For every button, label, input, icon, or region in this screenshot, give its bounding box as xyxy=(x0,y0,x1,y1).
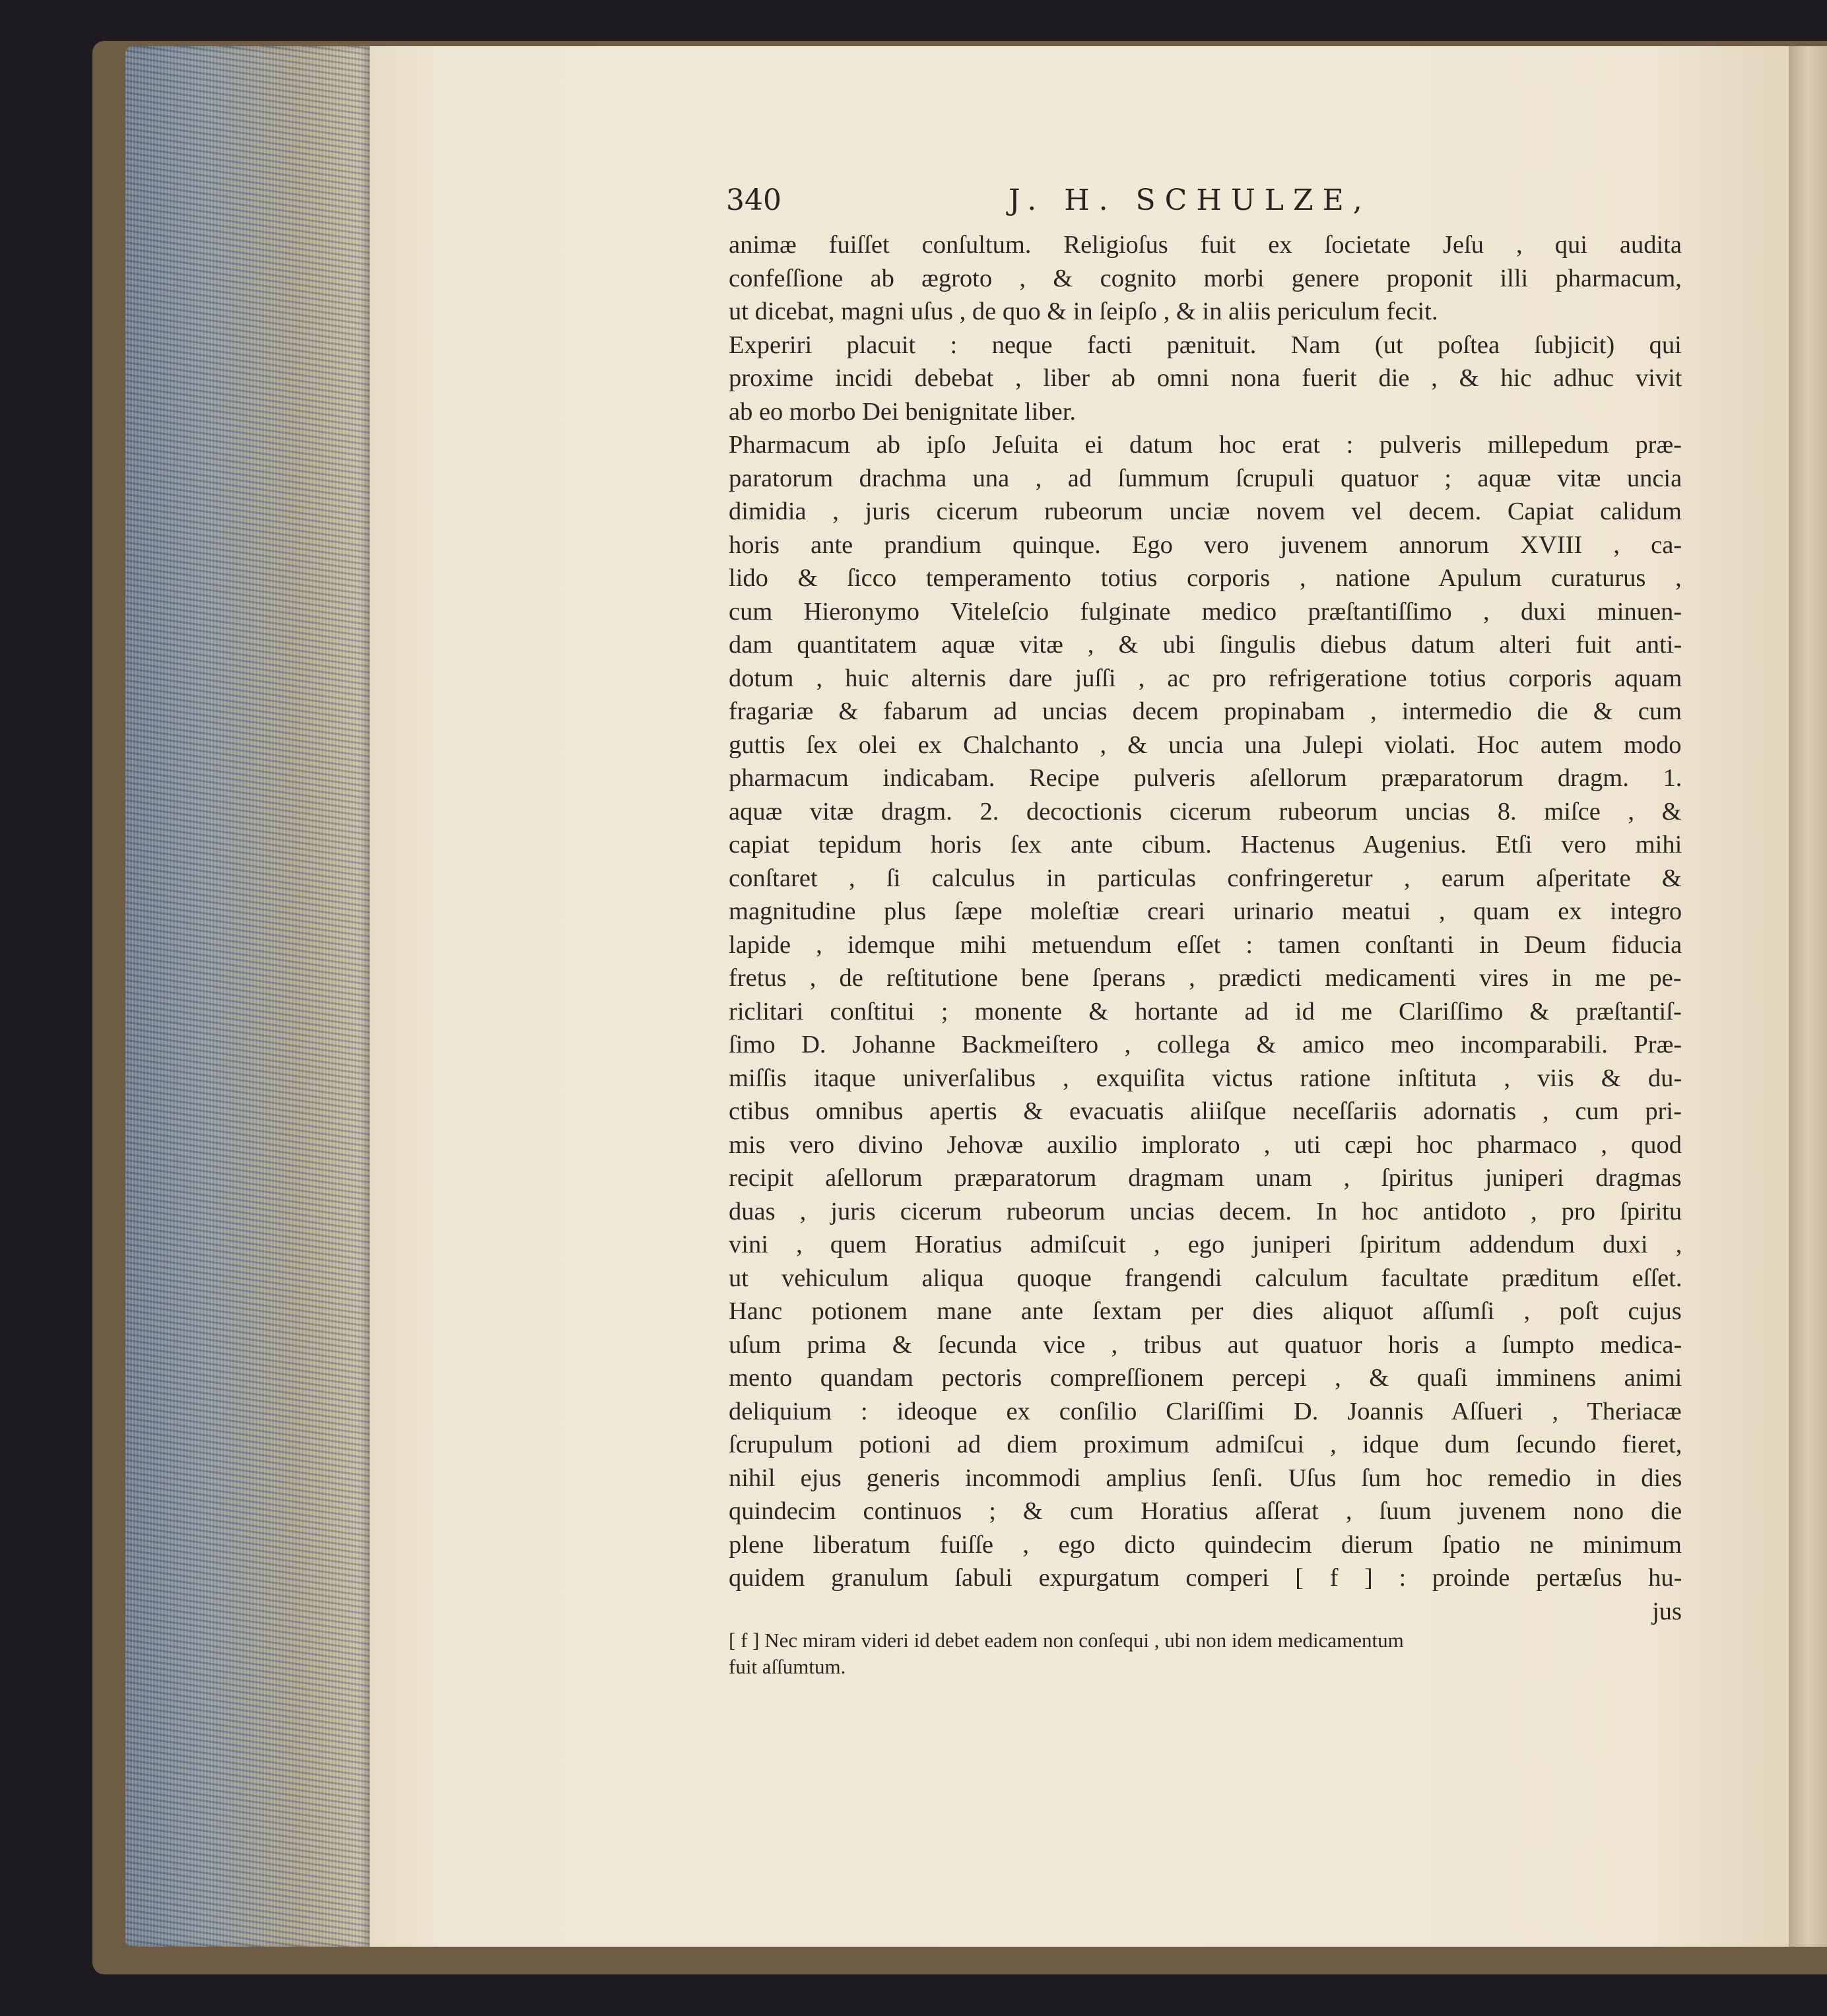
text-line: dotum , huic alternis dare juſſi , ac pro refrigeratione totius corporis aquam xyxy=(729,664,1682,692)
text-line: confeſſione ab ægroto , & cognito morbi genere proponit illi pharmacum, xyxy=(729,264,1682,292)
text-line: deliquium : ideoque ex conſilio Clariſſimi D. Joannis Aſſueri , Theriacæ xyxy=(729,1397,1682,1425)
page-header xyxy=(726,183,1683,223)
text-line: mis vero divino Jehovæ auxilio implorato , uti cæpi hoc pharmaco , quod xyxy=(729,1130,1682,1159)
text-line: nihil ejus generis incommodi amplius ſenſi. Uſus ſum hoc remedio in dies xyxy=(729,1464,1682,1492)
page-edges xyxy=(125,46,370,1947)
text-line: dam quantitatem aquæ vitæ , & ubi ſingulis diebus datum alteri fuit anti- xyxy=(729,631,1682,659)
text-line: quidem granulum ſabuli expurgatum comperi [ f ] : proinde pertæſus hu- xyxy=(729,1564,1682,1592)
text-line: lapide , idemque mihi metuendum eſſet : tamen conſtanti in Deum fiducia xyxy=(729,930,1682,959)
text-line: duas , juris cicerum rubeorum uncias decem. In hoc antidoto , pro ſpiritu xyxy=(729,1197,1682,1225)
text-line: plene liberatum fuiſſe , ego dicto quindecim dierum ſpatio ne minimum xyxy=(729,1530,1682,1559)
text-line: ſcrupulum potioni ad diem proximum admiſcui , idque dum ſecundo fieret, xyxy=(729,1431,1682,1458)
text-line: ut dicebat, magni uſus , de quo & in ſeipſo , & in aliis periculum fecit. xyxy=(729,298,1438,325)
text-line: ab eo morbo Dei benignitate liber. xyxy=(729,397,1077,426)
footnote-line: fuit aſſumtum. xyxy=(729,1655,846,1678)
gutter xyxy=(1789,46,1827,1947)
text-line: cum Hieronymo Viteleſcio fulginate medico præſtantiſſimo , duxi minuen- xyxy=(729,597,1682,626)
text-line: recipit aſellorum præparatorum dragmam unam , ſpiritus juniperi dragmas xyxy=(729,1164,1682,1192)
text-line: uſum prima & ſecunda vice , tribus aut quatuor horis a ſumpto medica- xyxy=(729,1330,1682,1359)
text-line: fretus , de reſtitutione bene ſperans , prædicti medicamenti vires in me pe- xyxy=(729,964,1682,992)
text-line: aquæ vitæ dragm. 2. decoctionis cicerum rubeorum uncias 8. miſce , & xyxy=(729,797,1682,826)
text-line: dimidia , juris cicerum rubeorum unciæ novem vel decem. Capiat calidum xyxy=(729,498,1682,525)
text-line: mento quandam pectoris compreſſionem percepi , & quaſi imminens animi xyxy=(729,1364,1682,1392)
text-line: capiat tepidum horis ſex ante cibum. Hactenus Augenius. Etſi vero mihi xyxy=(729,831,1682,859)
text-line: quindecim continuos ; & cum Horatius aſſerat , ſuum juvenem nono die xyxy=(729,1497,1682,1525)
text-line: vini , quem Horatius admiſcuit , ego juniperi ſpiritum addendum duxi , xyxy=(729,1231,1682,1258)
footnote xyxy=(729,1627,1682,1680)
text-line: guttis ſex olei ex Chalchanto , & uncia una Julepi violati. Hoc autem modo xyxy=(729,731,1682,759)
text-line: paratorum drachma una , ad ſummum ſcrupuli quatuor ; aquæ vitæ uncia xyxy=(729,464,1682,492)
text-line: fragariæ & fabarum ad uncias decem propinabam , intermedio die & cum xyxy=(729,698,1682,725)
body-text xyxy=(729,228,1682,1628)
text-line: Pharmacum ab ipſo Jeſuita ei datum hoc erat : pulveris millepedum præ- xyxy=(729,431,1682,459)
text-line: Hanc potionem mane ante ſextam per dies aliquot aſſumſi , poſt cujus xyxy=(729,1297,1682,1325)
text-line: horis ante prandium quinque. Ego vero juvenem annorum XVIII , ca- xyxy=(729,531,1682,559)
text-line: ctibus omnibus apertis & evacuatis aliiſque neceſſariis adornatis , cum pri- xyxy=(729,1097,1682,1125)
text-line: animæ fuiſſet conſultum. Religioſus fuit ex ſocietate Jeſu , qui audita xyxy=(729,231,1682,259)
footnote-line: [ f ] Nec miram videri id debet eadem non conſequi , ubi non idem medicamentum xyxy=(729,1629,1404,1652)
text-line: ut vehiculum aliqua quoque frangendi calculum facultate præditum eſſet. xyxy=(729,1264,1682,1292)
text-line: Experiri placuit : neque facti pænituit. Nam (ut poſtea ſubjicit) qui xyxy=(729,331,1682,359)
text-line: pharmacum indicabam. Recipe pulveris aſellorum præparatorum dragm. 1. xyxy=(729,764,1682,792)
text-line: lido & ſicco temperamento totius corporis , natione Apulum curaturus , xyxy=(729,564,1682,592)
text-line: magnitudine plus ſæpe moleſtiæ creari urinario meatui , quam ex integro xyxy=(729,897,1682,925)
text-line: miſſis itaque univerſalibus , exquiſita victus ratione inſtituta , viis & du- xyxy=(729,1064,1682,1092)
text-line: riclitari conſtitui ; monente & hortante ad id me Clariſſimo & præſtantiſ- xyxy=(729,997,1682,1025)
running-head: J. H. SCHULZE, xyxy=(1009,183,1372,217)
text-line: conſtaret , ſi calculus in particulas confringeretur , earum aſperitate & xyxy=(729,864,1682,892)
page-number: 340 xyxy=(726,183,781,217)
text-line: ſimo D. Johanne Backmeiſtero , collega & amico meo incomparabili. Præ- xyxy=(729,1031,1682,1058)
catchword: jus xyxy=(1652,1597,1682,1625)
text-line: proxime incidi debebat , liber ab omni nona fuerit die , & hic adhuc vivit xyxy=(729,364,1682,392)
